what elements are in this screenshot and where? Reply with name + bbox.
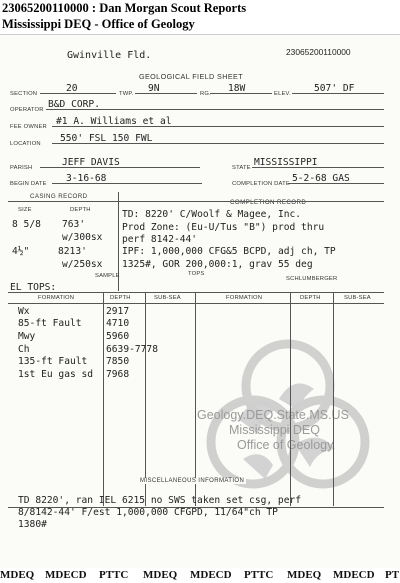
- watermark-url: Geology.DEQ.State.MS.US: [197, 408, 349, 422]
- top-formation-4: Ch: [18, 344, 30, 355]
- begin-date-value: 3-16-68: [66, 173, 107, 184]
- completion-date-label: COMPLETION DATE: [232, 181, 290, 187]
- twp-label: TWP.: [119, 91, 134, 97]
- completion-date-value: 5-2-68 GAS: [292, 173, 350, 184]
- casing-cement-2: w/250sx: [62, 259, 103, 270]
- top-formation-3: Mwy: [18, 331, 36, 342]
- operator-label: OPERATOR: [10, 107, 44, 113]
- misc-line-3: 1380#: [18, 519, 47, 530]
- casing-record-label: CASING RECORD: [30, 193, 88, 200]
- subsea-header-left: SUB-SEA: [154, 295, 181, 301]
- section-value: 20: [66, 83, 78, 94]
- footer-item: PTTC: [99, 569, 129, 581]
- casing-depth-2: 8213': [58, 246, 87, 257]
- footer-item: MDEQ: [143, 569, 178, 581]
- top-formation-1: Wx: [18, 306, 30, 317]
- footer-item: MDECD: [45, 569, 87, 581]
- completion-line-2: Prod Zone: (Eu-U/Tus "B") prod thru: [122, 222, 325, 233]
- top-depth-3: 5960: [106, 331, 130, 342]
- begin-date-label: BEGIN DATE: [10, 181, 47, 187]
- subsea-header-right: SUB-SEA: [344, 295, 371, 301]
- depth-header-left: DEPTH: [110, 295, 131, 301]
- report-subtitle: Mississippi DEQ - Office of Geology: [2, 17, 195, 31]
- rg-value: 18W: [228, 83, 246, 94]
- sample-label: SAMPLE: [95, 273, 120, 279]
- twp-value: 9N: [148, 83, 160, 94]
- footer-item: MDECD: [190, 569, 232, 581]
- completion-line-5: 1325#, GOR 200,000:1, grav 55 deg: [122, 259, 313, 270]
- top-depth-2: 4710: [106, 318, 130, 329]
- top-depth-6: 7968: [106, 369, 130, 380]
- top-formation-2: 85-ft Fault: [18, 318, 82, 329]
- misc-line-2: 8/8142-44' F/est 1,000,000 CFGPD, 11/64"ch TP: [18, 507, 278, 518]
- top-depth-4: 6639-7778: [106, 344, 158, 355]
- schlumberger-label: SCHLUMBERGER: [286, 276, 338, 282]
- casing-cement-1: w/300sx: [62, 232, 103, 243]
- footer-item: MDEQ: [287, 569, 322, 581]
- api-number: 23065200110000: [286, 47, 351, 57]
- misc-line-1: TD 8220', ran IEL 6215 no SWS taken set csg, perf: [18, 495, 302, 506]
- casing-size-header: SIZE: [18, 207, 32, 213]
- top-depth-1: 2917: [106, 306, 130, 317]
- rg-label: RG.: [200, 91, 211, 97]
- fee-owner-value: #1 A. Williams et al: [56, 116, 172, 127]
- watermark-office: Office of Geology: [237, 438, 334, 452]
- top-depth-5: 7850: [106, 356, 130, 367]
- location-value: 550' FSL 150 FWL: [60, 133, 153, 144]
- formation-header-left: FORMATION: [38, 295, 75, 301]
- location-label: LOCATION: [10, 141, 41, 147]
- footer-item: MDEQ: [0, 569, 35, 581]
- parish-label: PARISH: [10, 165, 33, 171]
- elev-value: 507' DF: [314, 83, 355, 94]
- top-formation-5: 135-ft Fault: [18, 356, 88, 367]
- formation-header-right: FORMATION: [226, 295, 263, 301]
- footer-item: PTTC: [244, 569, 274, 581]
- watermark-agency: Mississippi DEQ: [229, 423, 320, 437]
- field-name: Gwinville Fld.: [67, 50, 152, 61]
- casing-depth-header: DEPTH: [70, 207, 91, 213]
- completion-line-3: perf 8142-44': [122, 234, 198, 245]
- section-label: SECTION: [10, 91, 38, 97]
- el-tops-title: EL TOPS:: [10, 282, 57, 293]
- casing-size-2: 4½": [12, 246, 30, 257]
- footer-item: PT: [385, 569, 400, 581]
- casing-depth-1: 763': [62, 219, 86, 230]
- fee-owner-label: FEE OWNER: [10, 124, 47, 130]
- state-value: MISSISSIPPI: [254, 157, 318, 168]
- completion-record-label: COMPLETION RECORD: [230, 199, 307, 206]
- casing-size-1: 8 5/8: [12, 219, 41, 230]
- parish-value: JEFF DAVIS: [62, 157, 120, 168]
- geological-field-sheet: [0, 34, 400, 568]
- completion-line-1: TD: 8220' C/Woolf & Magee, Inc.: [122, 209, 302, 220]
- footer-item: MDECD: [333, 569, 375, 581]
- top-formation-6: 1st Eu gas sd: [18, 369, 94, 380]
- elev-label: ELEV.: [274, 91, 291, 97]
- operator-value: B&D CORP.: [48, 99, 100, 110]
- completion-line-4: IPF: 1,000,000 CFG&5 BCPD, adj ch, TP: [122, 246, 336, 257]
- tops-label: TOPS: [188, 271, 205, 277]
- report-title: 23065200110000 : Dan Morgan Scout Reports: [2, 1, 247, 15]
- depth-header-right: DEPTH: [300, 295, 321, 301]
- misc-info-label: MISCELLANEOUS INFORMATION: [140, 478, 245, 484]
- sheet-title: GEOLOGICAL FIELD SHEET: [139, 72, 243, 81]
- state-label: STATE: [232, 165, 251, 171]
